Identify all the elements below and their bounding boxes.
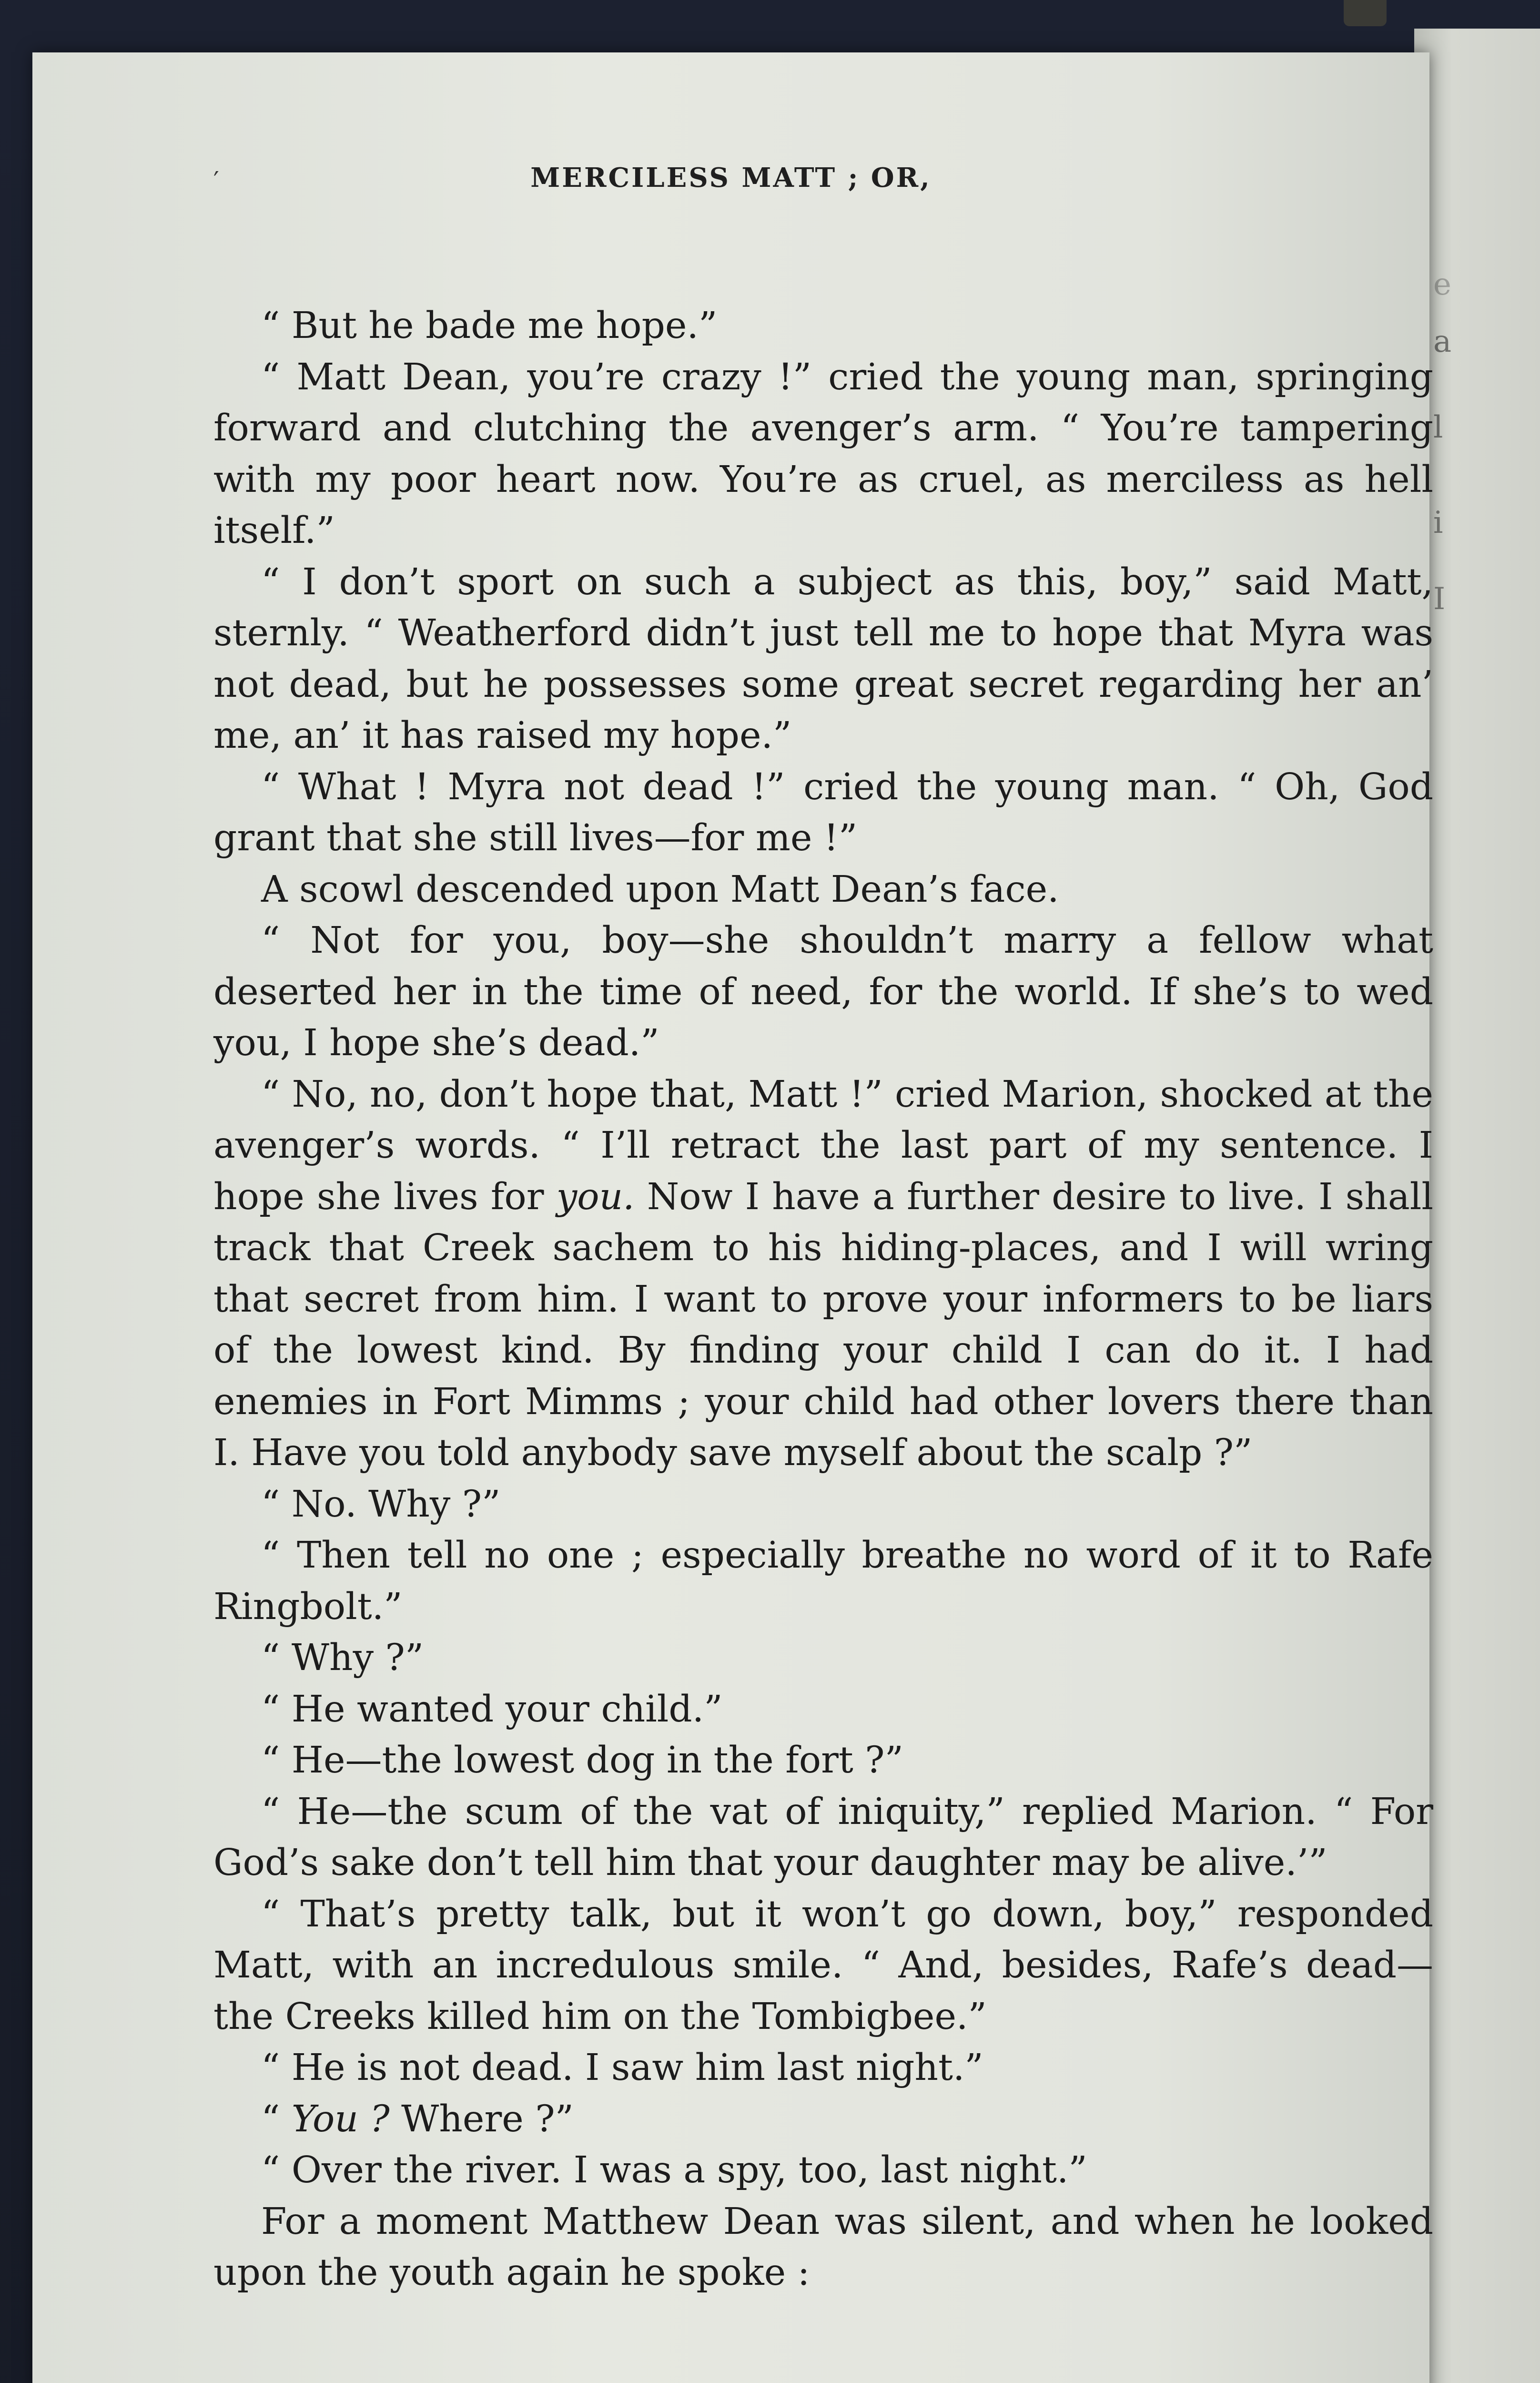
facing-page-letter: I [1433, 581, 1446, 617]
paragraph: “ He wanted your child.” [261, 1688, 723, 1731]
paragraph-text: “ No, no, don’t hope that, Matt !” cried Marion, shocked at the avenger’s words. “ I’ll retract the last part of my sentence. I hope she lives for [213, 1073, 1433, 1218]
paragraph: “ I don’t sport on such a subject as this, boy,” said Matt, sternly. “ Weatherford didn’t just tell me to hope that Myra was not dead, but he possesses some great secret regarding her an’ me, an’ it has raised my hope.” [213, 560, 1433, 757]
facing-page-letter: e [1433, 267, 1451, 302]
page-corner-mark: ′ [213, 167, 219, 195]
paragraph [213, 1069, 1433, 1479]
paragraph [213, 2094, 1433, 2145]
paragraph: “ Matt Dean, you’re crazy !” cried the young man, springing forward and clutching the avenger’s arm. “ You’re tampering with my poor heart now. You’re as cruel, as merciless as hell itself.” [213, 356, 1433, 552]
paragraph: For a moment Matthew Dean was silent, and when he looked upon the youth again he spoke : [213, 2200, 1433, 2294]
paragraph: “ He is not dead. I saw him last night.” [261, 2047, 983, 2089]
paragraph-text: Where ?” [389, 2098, 574, 2140]
paragraph: A scowl descended upon Matt Dean’s face. [261, 868, 1059, 911]
paragraph: “ Why ?” [261, 1637, 424, 1679]
running-head: MERCILESS MATT ; OR, [530, 162, 932, 193]
paragraph-text: “ [261, 2098, 292, 2140]
facing-page-letter: l [1433, 410, 1443, 445]
binding-clip [1344, 0, 1387, 26]
paragraph: “ Over the river. I was a spy, too, last night.” [261, 2149, 1087, 2191]
book-page [32, 52, 1434, 2383]
facing-page-letter: i [1433, 505, 1443, 540]
paragraph: “ He—the scum of the vat of iniquity,” replied Marion. “ For God’s sake don’t tell him that your daughter may be alive.’” [213, 1790, 1433, 1884]
paragraph: “ But he bade me hope.” [261, 305, 718, 347]
paragraph: “ What ! Myra not dead !” cried the young man. “ Oh, God grant that she still lives—for me !” [213, 765, 1433, 859]
paragraph: “ Then tell no one ; especially breathe no word of it to Rafe Ringbolt.” [213, 1534, 1433, 1628]
facing-page-letter: a [1433, 324, 1452, 359]
emphasis-text: You ? [291, 2098, 390, 2140]
paragraph-text: Now I have a further desire to live. I shall track that Creek sachem to his hiding-places, and I will wring that secret from him. I want to prove your informers to be liars of the lowest kind. By finding your child I can do it. I had enemies in Fort Mimms ; your child had other lovers there than I. Have you told anybody save myself about the scalp ?” [213, 1175, 1434, 1474]
paragraph: “ He—the lowest dog in the fort ?” [261, 1739, 903, 1782]
paragraph: “ Not for you, boy—she shouldn’t marry a fellow what deserted her in the time of need, for the world. If she’s to wed you, I hope she’s dead.” [213, 919, 1433, 1064]
body-text [213, 300, 1433, 2299]
paragraph: “ That’s pretty talk, but it won’t go down, boy,” responded Matt, with an incredulous smile. “ And, besides, Rafe’s dead—the Creeks killed him on the Tombigbee.” [213, 1893, 1433, 2038]
emphasis-text: you. [556, 1175, 635, 1218]
paragraph: “ No. Why ?” [261, 1483, 501, 1526]
